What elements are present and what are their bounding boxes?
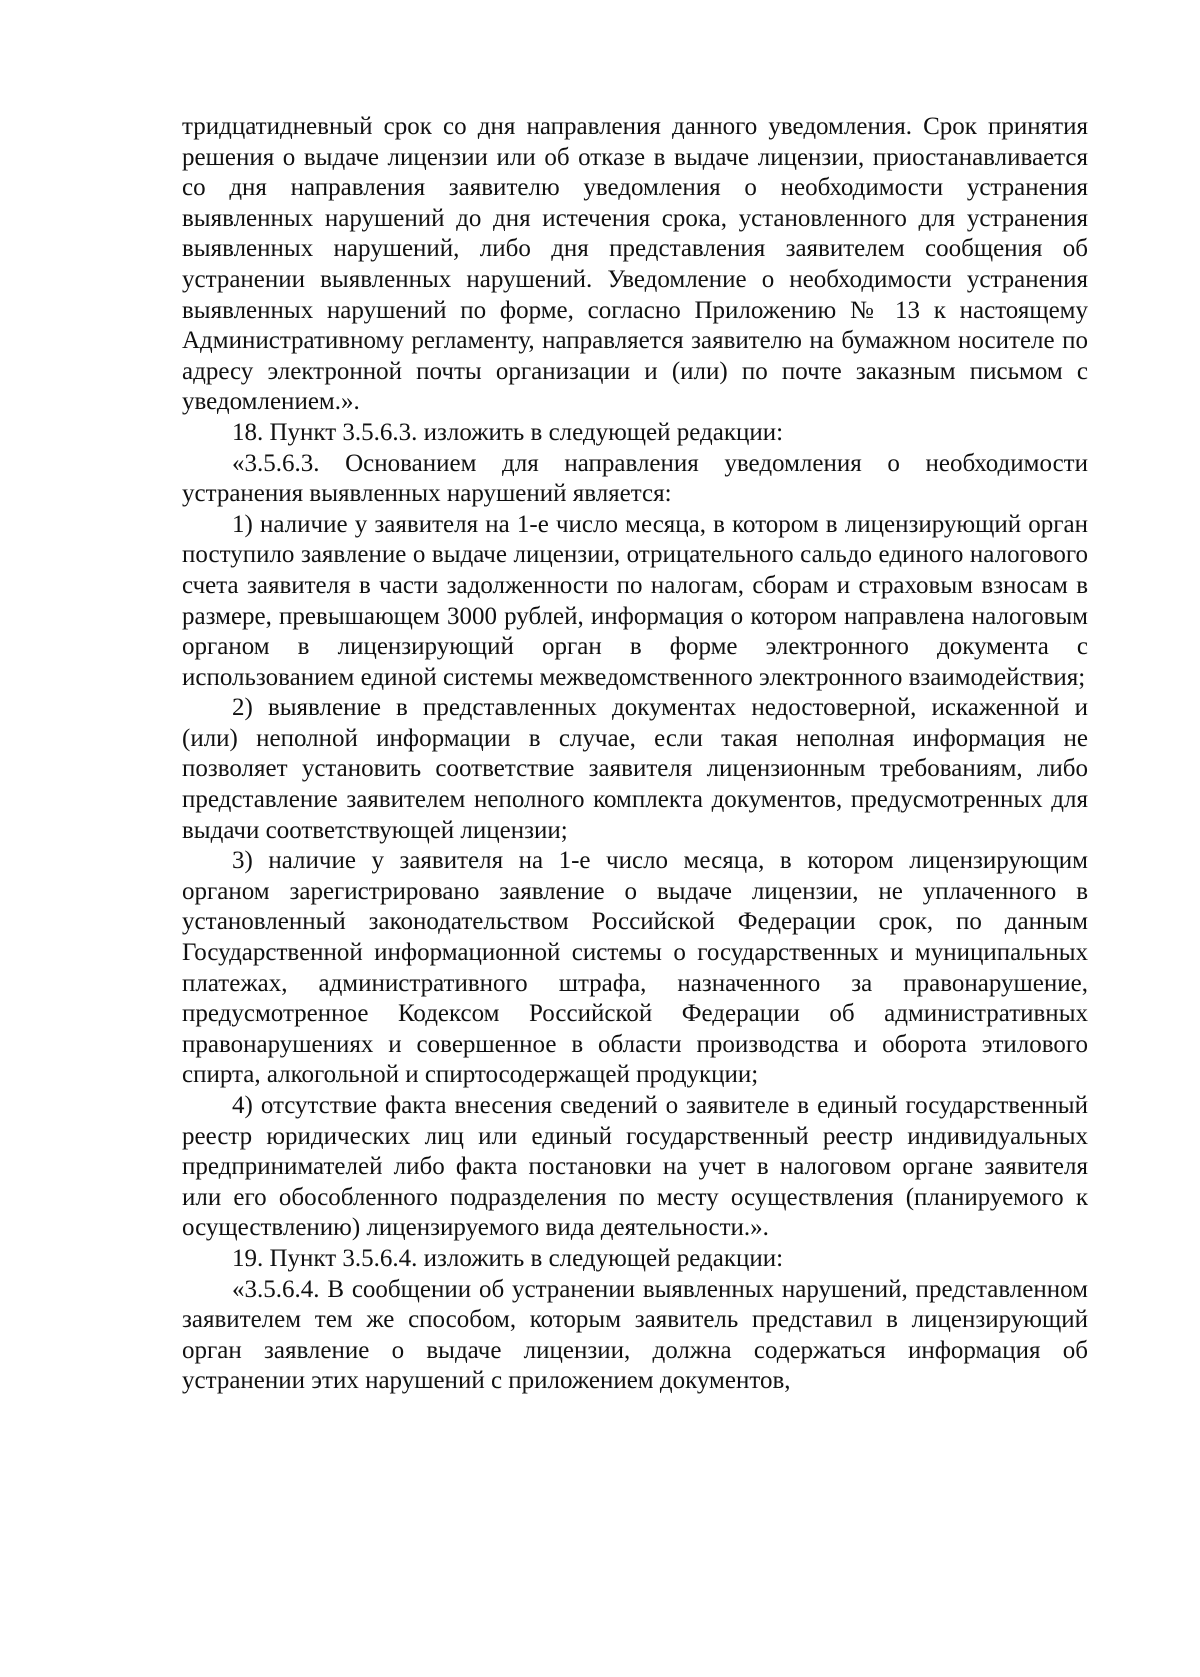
list-item-2: 2) выявление в представленных документах недостоверной, искаженной и (или) неполной информации в случае, если такая неполная информация не позволяет установить соответствие заявителя лицензионным требованиям, либо представление заявителем неполного комплекта документов, предусмотренных для выдачи соответствующей лицензии; [182, 694, 1088, 844]
paragraph-item-19: 19. Пункт 3.5.6.4. изложить в следующей редакции: [232, 1244, 784, 1272]
paragraph-continuation: тридцатидневный срок со дня направления данного уведомления. Срок принятия решения о выдаче лицензии или об отказе в выдаче лицензии, приостанавливается со дня направления заявителю уведомления о необходимости устранения выявленных нарушений до дня истечения срока, установленного для устранения выявленных нарушений, либо дня представления заявителем сообщения об устранении выявленных нарушений. Уведомление о необходимости устранения выявленных нарушений по форме, согласно Приложению № 13 к настоящему Административному регламенту, направляется заявителю на бумажном носителе по адресу электронной почты организации и (или) по почте заказным письмом с уведомлением.». [182, 113, 1088, 416]
list-item-1: 1) наличие у заявителя на 1-е число месяца, в котором в лицензирующий орган поступило заявление о выдаче лицензии, отрицательного сальдо единого налогового счета заявителя в части задолженности по налогам, сборам и страховым взносам в размере, превышающем 3000 рублей, информация о котором направлена налоговым органом в лицензирующий орган в форме электронного документа с использованием единой системы межведомственного электронного взаимодействия; [182, 510, 1088, 691]
paragraph-item-18: 18. Пункт 3.5.6.3. изложить в следующей редакции: [232, 418, 784, 446]
list-item-4: 4) отсутствие факта внесения сведений о заявителе в единый государственный реестр юридических лиц или единый государственный реестр индивидуальных предпринимателей либо факта постановки на учет в налоговом органе заявителя или его обособленного подразделения по месту осуществления (планируемого к осуществлению) лицензируемого вида деятельности.». [182, 1092, 1088, 1242]
list-item-3: 3) наличие у заявителя на 1-е число месяца, в котором лицензирующим органом зарегистрировано заявление о выдаче лицензии, не уплаченного в установленный законодательством Российской Федерации срок, по данным Государственной информационной системы о государственных и муниципальных платежах, административного штрафа, назначенного за правонарушение, предусмотренное Кодексом Российской Федерации об административных правонарушениях и совершенное в области производства и оборота этилового спирта, алкогольной и спиртосодержащей продукции; [182, 847, 1088, 1089]
paragraph-3-5-6-4: «3.5.6.4. В сообщении об устранении выявленных нарушений, представленном заявителем тем же способом, которым заявитель представил в лицензирующий орган заявление о выдаче лицензии, должна содержаться информация об устранении этих нарушений с приложением документов, [182, 1275, 1088, 1395]
document-body [182, 112, 1088, 1397]
paragraph-3-5-6-3: «3.5.6.3. Основанием для направления уведомления о необходимости устранения выявленных нарушений является: [182, 449, 1088, 508]
